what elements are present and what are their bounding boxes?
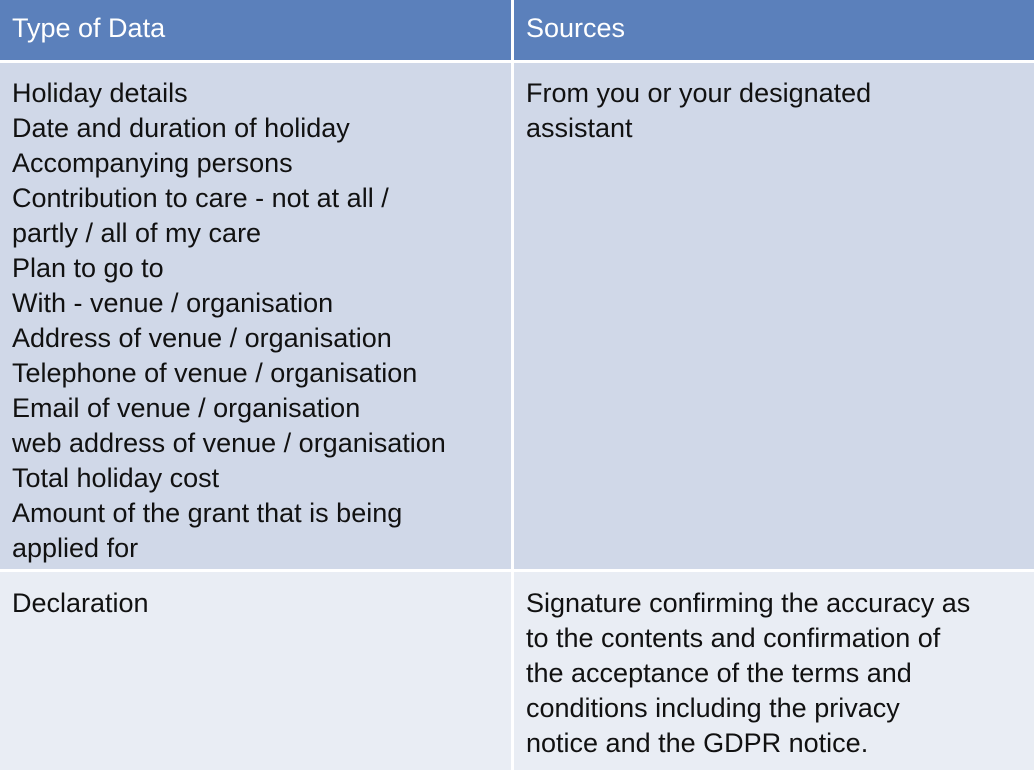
data-line: Holiday details — [12, 78, 188, 108]
source-line: the acceptance of the terms and — [526, 658, 912, 688]
data-line: Plan to go to — [12, 253, 164, 283]
data-line: Telephone of venue / organisation — [12, 358, 418, 388]
source-line: conditions including the privacy — [526, 693, 900, 723]
source-line: to the contents and confirmation of — [526, 623, 941, 653]
source-line: assistant — [526, 113, 633, 143]
data-line: Amount of the grant that is being — [12, 498, 403, 528]
header-row — [0, 0, 1034, 63]
source-line: Signature confirming the accuracy as — [526, 588, 971, 618]
data-line: With - venue / organisation — [12, 288, 334, 318]
header-sources — [514, 0, 1034, 63]
cell-type-of-data — [0, 572, 514, 770]
data-line: web address of venue / organisation — [12, 428, 446, 458]
header-type-of-data — [0, 0, 514, 63]
cell-type-of-data — [0, 63, 514, 572]
data-line: applied for — [12, 533, 139, 563]
header-label: Type of Data — [12, 13, 166, 43]
data-line: Address of venue / organisation — [12, 323, 392, 353]
source-line: notice and the GDPR notice. — [526, 728, 869, 758]
table-row — [0, 572, 1034, 770]
source-line: From you or your designated — [526, 78, 872, 108]
data-line: Declaration — [12, 588, 149, 618]
cell-sources — [514, 63, 1034, 572]
data-line: Total holiday cost — [12, 463, 220, 493]
data-line: Contribution to care - not at all / — [12, 183, 389, 213]
data-line: partly / all of my care — [12, 218, 262, 248]
cell-sources — [514, 572, 1034, 770]
data-line: Email of venue / organisation — [12, 393, 361, 423]
data-line: Accompanying persons — [12, 148, 293, 178]
table-row — [0, 63, 1034, 572]
data-line: Date and duration of holiday — [12, 113, 350, 143]
header-label: Sources — [526, 13, 626, 43]
